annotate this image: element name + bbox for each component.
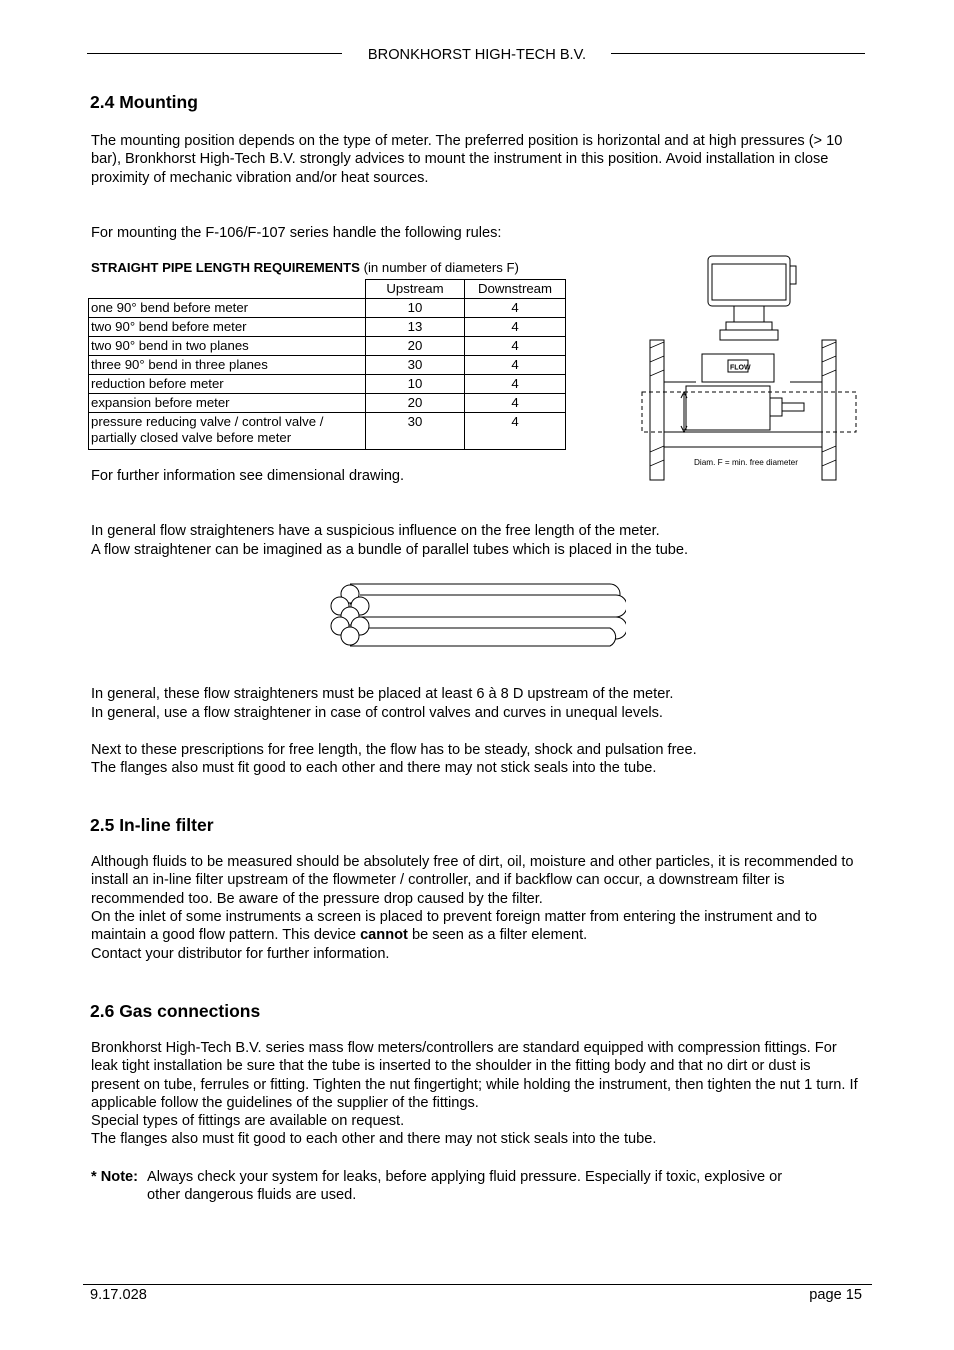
row-upstream: 13 bbox=[366, 318, 465, 337]
diagram-caption: Diam. F = min. free diameter bbox=[694, 458, 798, 467]
table-row bbox=[89, 356, 566, 375]
section-title-gas: 2.6 Gas connections bbox=[90, 1001, 261, 1021]
row-upstream: 10 bbox=[366, 299, 465, 318]
table-row bbox=[89, 299, 566, 318]
table-row bbox=[89, 375, 566, 394]
row-downstream: 4 bbox=[465, 356, 566, 375]
row-label: one 90° bend before meter bbox=[89, 299, 366, 318]
note-line-2: other dangerous fluids are used. bbox=[147, 1187, 357, 1203]
row-upstream: 20 bbox=[366, 337, 465, 356]
row-label: two 90° bend before meter bbox=[89, 318, 366, 337]
footer-page: page 15 bbox=[809, 1287, 862, 1303]
filter-paragraph-2 bbox=[91, 908, 861, 945]
row-downstream: 4 bbox=[465, 413, 566, 450]
mounting-paragraph-3b: A flow straightener can be imagined as a bundle of parallel tubes which is placed in the tube. bbox=[91, 542, 689, 558]
row-downstream: 4 bbox=[465, 299, 566, 318]
table-row bbox=[89, 394, 566, 413]
section-title-filter: 2.5 In-line filter bbox=[90, 815, 214, 835]
table-header-upstream: Upstream bbox=[366, 280, 465, 299]
header-company: BRONKHORST HIGH-TECH B.V. bbox=[367, 47, 587, 63]
flow-straightener-illustration bbox=[326, 580, 626, 650]
mounting-paragraph-2: For mounting the F-106/F-107 series handle the following rules: bbox=[91, 225, 502, 241]
table-title bbox=[91, 260, 519, 276]
section-title-mounting: 2.4 Mounting bbox=[90, 92, 198, 112]
row-label: expansion before meter bbox=[89, 394, 366, 413]
mounting-paragraph-4a: In general, these flow straighteners must be placed at least 6 à 8 D upstream of the meter. bbox=[91, 686, 674, 702]
gas-paragraph-3: The flanges also must fit good to each other and there may not stick seals into the tube. bbox=[91, 1131, 657, 1147]
row-downstream: 4 bbox=[465, 394, 566, 413]
mounting-paragraph-5b: The flanges also must fit good to each other and there may not stick seals into the tube. bbox=[91, 760, 657, 776]
table-title-bold: STRAIGHT PIPE LENGTH REQUIREMENTS bbox=[91, 260, 360, 275]
table-header-downstream: Downstream bbox=[465, 280, 566, 299]
row-downstream: 4 bbox=[465, 375, 566, 394]
filter-paragraph-1: Although fluids to be measured should be absolutely free of dirt, oil, moisture and other particles, it is recommended to install an in-line filter upstream of the flowmeter / controller, and if backflow can occur, a downstream filter is recommended too. Be aware of the pressure drop caused by the filter. bbox=[91, 854, 854, 907]
table-row bbox=[89, 337, 566, 356]
note-label-text: * Note: bbox=[91, 1169, 139, 1185]
filter-para2-b: be seen as a filter element. bbox=[407, 927, 588, 944]
mounting-paragraph-4b: In general, use a flow straightener in case of control valves and curves in unequal levels. bbox=[91, 705, 663, 721]
diagram-flow-label: FLOW bbox=[730, 364, 751, 372]
gas-paragraph-2: Special types of fittings are available on request. bbox=[91, 1113, 405, 1129]
filter-paragraph-3: Contact your distributor for further information. bbox=[91, 946, 390, 962]
row-downstream: 4 bbox=[465, 337, 566, 356]
filter-para2-bold: cannot bbox=[360, 927, 408, 944]
table-header-blank bbox=[89, 280, 366, 299]
filter-para2-a: On the inlet of some instruments a screen is placed to prevent foreign matter from entering the instrument and to maintain a good flow pattern. This device bbox=[91, 909, 818, 944]
row-label: three 90° bend in three planes bbox=[89, 356, 366, 375]
row-downstream: 4 bbox=[465, 318, 566, 337]
note-label bbox=[91, 1168, 138, 1186]
flowmeter-diagram bbox=[640, 252, 860, 484]
mounting-paragraph-3a: In general flow straighteners have a suspicious influence on the free length of the meter. bbox=[91, 523, 660, 539]
row-label: reduction before meter bbox=[89, 375, 366, 394]
note-line-1: Always check your system for leaks, before applying fluid pressure. Especially if toxic, explosive or bbox=[147, 1169, 783, 1185]
row-upstream: 30 bbox=[366, 413, 465, 450]
mounting-paragraph-5a: Next to these prescriptions for free length, the flow has to be steady, shock and pulsation free. bbox=[91, 742, 697, 758]
row-upstream: 30 bbox=[366, 356, 465, 375]
row-upstream: 10 bbox=[366, 375, 465, 394]
pipe-length-table bbox=[88, 279, 566, 450]
footer-doc-number: 9.17.028 bbox=[90, 1287, 147, 1303]
table-row bbox=[89, 413, 566, 450]
gas-paragraph-1: Bronkhorst High-Tech B.V. series mass flow meters/controllers are standard equipped with compression fittings. For leak tight installation be sure that the tube is inserted to the shoulder in the fitting body and that no dirt or dust is present on tube, ferrules or fitting. Tighten the nut fingertight; while holding the instrument, then tighten the nut 1 turn. If applicable follow the guidelines of the supplier of the fittings. bbox=[91, 1040, 858, 1111]
table-header-row bbox=[89, 280, 566, 299]
mounting-paragraph-1: The mounting position depends on the type of meter. The preferred position is horizontal and at high pressures (> 10 bar), Bronkhorst High-Tech B.V. strongly advices to mount the instrument in this position. Avoid installation in close proximity of mechanic vibration and/or heat sources. bbox=[91, 133, 843, 186]
table-row bbox=[89, 318, 566, 337]
further-info: For further information see dimensional drawing. bbox=[91, 468, 405, 484]
footer-rule bbox=[83, 1284, 872, 1285]
table-title-rest: (in number of diameters F) bbox=[359, 260, 519, 275]
row-upstream: 20 bbox=[366, 394, 465, 413]
row-label: pressure reducing valve / control valve / partially closed valve before meter bbox=[89, 413, 366, 450]
row-label: two 90° bend in two planes bbox=[89, 337, 366, 356]
